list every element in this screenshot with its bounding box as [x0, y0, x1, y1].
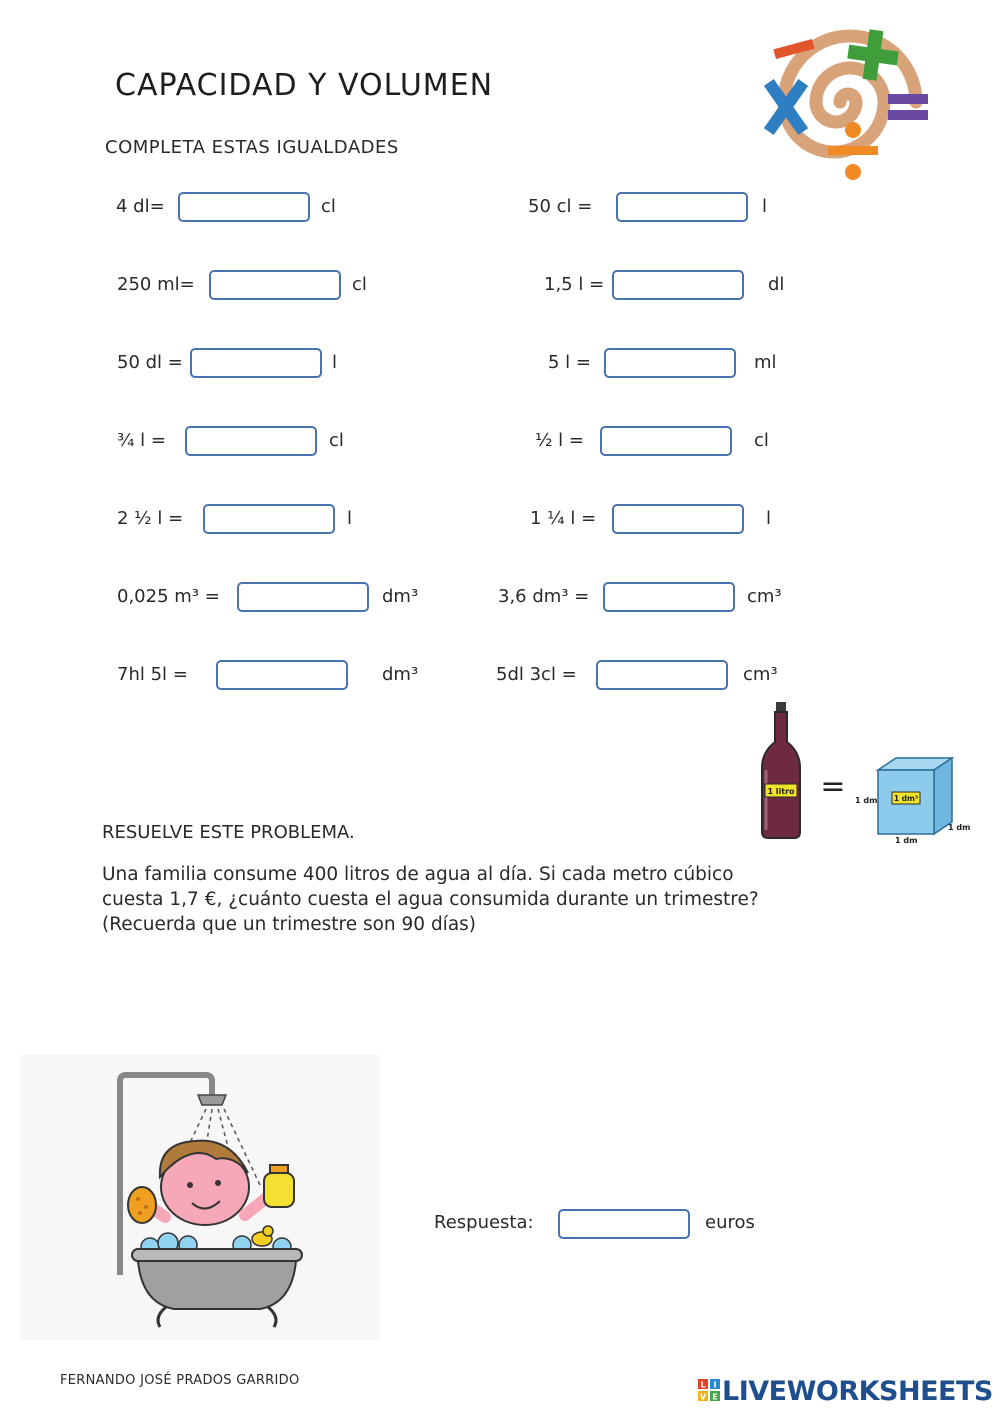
equality-unit: dl [768, 274, 785, 295]
svg-text:L: L [700, 1380, 706, 1390]
liveworksheets-brand: LIVEWORKSHEETS [722, 1376, 993, 1407]
equality-expression: 4 dl= [116, 196, 165, 217]
equality-unit: ml [754, 352, 777, 373]
liveworksheets-logo-icon [698, 1379, 720, 1401]
equality-unit: l [347, 508, 353, 529]
equality-unit: cm³ [743, 664, 778, 685]
equality-answer-input[interactable] [190, 348, 322, 378]
instructions: COMPLETA ESTAS IGUALDADES [105, 137, 399, 158]
equality-expression: ½ l = [535, 430, 584, 451]
equality-answer-input[interactable] [203, 504, 335, 534]
equality-expression: 50 dl = [117, 352, 183, 373]
equality-unit: dm³ [382, 586, 419, 607]
equality-unit: cl [321, 196, 336, 217]
problem-statement [102, 862, 862, 937]
cube-icon [878, 758, 952, 834]
equality-answer-input[interactable] [616, 192, 748, 222]
equality-expression: 1 ¼ l = [530, 508, 597, 529]
equality-answer-input[interactable] [603, 582, 735, 612]
liter-equals-cubic-decimeter-illustration [756, 700, 971, 850]
equality-expression: 3,6 dm³ = [498, 586, 590, 607]
equality-unit: cl [754, 430, 769, 451]
cube-label: 1 dm³ [893, 794, 919, 803]
cube-edge-bottom: 1 dm [895, 836, 918, 845]
cube-edge-left: 1 dm [855, 796, 878, 805]
equality-answer-input[interactable] [209, 270, 341, 300]
equality-unit: l [762, 196, 768, 217]
equals-icon [888, 94, 928, 120]
page-title: CAPACIDAD Y VOLUMEN [115, 68, 494, 103]
problem-line: (Recuerda que un trimestre son 90 días) [102, 914, 477, 935]
equality-answer-input[interactable] [604, 348, 736, 378]
equality-expression: 5 l = [548, 352, 591, 373]
equality-expression: 1,5 l = [544, 274, 605, 295]
equality-expression: 2 ½ l = [117, 508, 184, 529]
equality-answer-input[interactable] [600, 426, 732, 456]
equals-sign: = [820, 769, 846, 804]
svg-text:E: E [712, 1392, 718, 1402]
equality-expression: 0,025 m³ = [117, 586, 220, 607]
equality-expression: 7hl 5l = [117, 664, 188, 685]
equality-expression: 250 ml= [117, 274, 195, 295]
equality-answer-input[interactable] [612, 270, 744, 300]
problem-line: cuesta 1,7 €, ¿cuánto cuesta el agua consumida durante un trimestre? [102, 889, 759, 910]
bottle-label: 1 litro [767, 787, 795, 796]
equality-unit: cl [329, 430, 344, 451]
equality-unit: l [766, 508, 772, 529]
child-in-bathtub-illustration [20, 1055, 380, 1340]
equality-answer-input[interactable] [596, 660, 728, 690]
svg-text:I: I [713, 1380, 717, 1390]
wine-bottle-icon [762, 702, 800, 838]
equality-unit: cl [352, 274, 367, 295]
author-credit: FERNANDO JOSÉ PRADOS GARRIDO [60, 1373, 300, 1388]
equality-answer-input[interactable] [612, 504, 744, 534]
equality-answer-input[interactable] [237, 582, 369, 612]
answer-input[interactable] [558, 1209, 690, 1239]
equality-expression: ¾ l = [117, 430, 166, 451]
math-symbols-logo [748, 22, 948, 187]
answer-label: Respuesta: [434, 1212, 534, 1233]
problem-heading: RESUELVE ESTE PROBLEMA. [102, 822, 355, 843]
equality-unit: cm³ [747, 586, 782, 607]
sponge-icon [128, 1187, 156, 1223]
equality-unit: l [332, 352, 338, 373]
equality-expression: 50 cl = [528, 196, 593, 217]
svg-text:V: V [699, 1392, 707, 1402]
equality-expression: 5dl 3cl = [496, 664, 577, 685]
answer-unit: euros [705, 1212, 755, 1233]
equality-unit: dm³ [382, 664, 419, 685]
equality-answer-input[interactable] [178, 192, 310, 222]
problem-line: Una familia consume 400 litros de agua al día. Si cada metro cúbico [102, 864, 734, 885]
equality-answer-input[interactable] [216, 660, 348, 690]
cube-edge-right: 1 dm [948, 823, 971, 832]
equality-answer-input[interactable] [185, 426, 317, 456]
